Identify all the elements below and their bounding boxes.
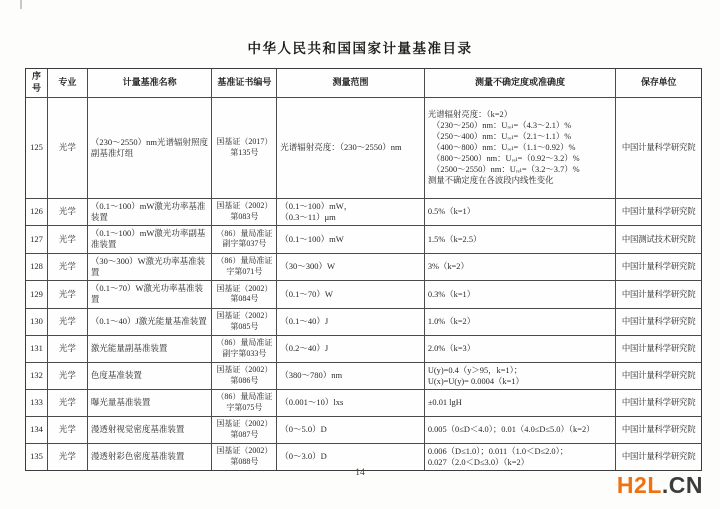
cell-measurement-range xyxy=(277,335,425,362)
uncertainty-line: 0.5%（k=1） xyxy=(427,207,476,217)
cell-uncertainty xyxy=(425,389,616,416)
cell-standard-name xyxy=(88,308,213,335)
table-row xyxy=(26,253,701,280)
cell-specialty: 光学 xyxy=(48,253,88,280)
header-specialty: 专业 xyxy=(48,69,88,97)
range-line: （0～3.0）D xyxy=(280,451,327,462)
cell-keeper-organization: 中国计量科学研究院 xyxy=(616,280,701,307)
cell-measurement-range xyxy=(277,443,425,470)
header-measurement-range: 测量范围 xyxy=(277,69,425,97)
header-serial-number: 序号 xyxy=(26,69,48,97)
table-row xyxy=(26,362,701,389)
uncertainty-line: （800～2500）nm：Uᵣₑₗ=（0.92～3.2）% xyxy=(427,154,580,164)
cell-uncertainty xyxy=(425,280,616,307)
cell-serial-number: 134 xyxy=(26,416,48,443)
cert-line: 第088号 xyxy=(230,456,259,466)
cell-certificate-number xyxy=(212,443,277,470)
cell-specialty: 光学 xyxy=(48,280,88,307)
name-line: 曝光量基准装置 xyxy=(90,397,151,408)
range-line: （0.1～100）mW， xyxy=(280,200,353,211)
cell-standard-name xyxy=(88,97,213,198)
cell-keeper-organization: 中国计量科学研究院 xyxy=(616,443,701,470)
cell-keeper-organization: 中国计量科学研究院 xyxy=(616,389,701,416)
cell-certificate-number xyxy=(212,97,277,198)
uncertainty-line: （400～800）nm：Uᵣₑₗ=（1.1～0.92）% xyxy=(427,143,576,153)
cert-line: 国基证（2002） xyxy=(216,446,273,456)
cell-certificate-number xyxy=(212,308,277,335)
header-uncertainty: 测量不确定度或准确度 xyxy=(425,69,616,97)
cert-line: 国基证（2002） xyxy=(216,365,273,375)
cell-specialty: 光学 xyxy=(48,225,88,252)
range-line: （0.1～70）W xyxy=(280,288,333,299)
cell-specialty: 光学 xyxy=(48,443,88,470)
uncertainty-line: 2.0%（k=3） xyxy=(427,343,476,353)
name-line: 激光能量副基准装置 xyxy=(90,342,168,353)
cert-line: 第083号 xyxy=(230,211,259,221)
cell-standard-name xyxy=(88,280,213,307)
cell-serial-number: 129 xyxy=(26,280,48,307)
table-row xyxy=(26,335,701,362)
cell-serial-number: 125 xyxy=(26,97,48,198)
range-line: （0.2～40）J xyxy=(280,342,329,353)
cell-keeper-organization: 中国计量科学研究院 xyxy=(616,416,701,443)
name-line: 漫透射彩色密度基准装置 xyxy=(90,451,185,462)
cell-measurement-range xyxy=(277,389,425,416)
cell-specialty: 光学 xyxy=(48,198,88,225)
cell-specialty: 光学 xyxy=(48,389,88,416)
table-row xyxy=(26,443,701,470)
cert-line: 第086号 xyxy=(230,375,259,385)
standards-table xyxy=(25,68,702,471)
table-row xyxy=(26,280,701,307)
uncertainty-line: 0.3%（k=1） xyxy=(427,289,476,299)
cell-uncertainty xyxy=(425,443,616,470)
cert-line: 国基证（2002） xyxy=(216,310,273,320)
table-row xyxy=(26,308,701,335)
name-line: 色度基准装置 xyxy=(90,369,142,380)
cell-uncertainty xyxy=(425,335,616,362)
cert-line: 国基证（2002） xyxy=(216,201,273,211)
cell-uncertainty xyxy=(425,308,616,335)
header-standard-name: 计量基准名称 xyxy=(88,69,213,97)
table-row xyxy=(26,389,701,416)
cell-standard-name xyxy=(88,198,213,225)
cell-standard-name xyxy=(88,225,213,252)
cell-measurement-range xyxy=(277,253,425,280)
cert-line: 字第071号 xyxy=(226,266,263,276)
cert-line: 国基证（2002） xyxy=(216,419,273,429)
page-title: 中华人民共和国国家计量基准目录 xyxy=(247,41,473,56)
uncertainty-line: U(y)=0.4（y＞95，k=1）； xyxy=(427,365,523,375)
uncertainty-line: （2500～2550）nm：Uᵣₑₗ=（3.2～3.7）% xyxy=(427,165,580,175)
cell-uncertainty xyxy=(425,225,616,252)
cell-certificate-number xyxy=(212,225,277,252)
name-line: （230～2550）nm光谱辐射照度副基准灯组 xyxy=(90,136,208,158)
cert-line: 第135号 xyxy=(230,147,259,157)
uncertainty-line: 0.006（D≤1.0）；0.011（1.0＜D≤2.0）； xyxy=(427,446,569,456)
name-line: （0.1～100）mW激光功率基准装置 xyxy=(90,200,206,222)
cell-standard-name xyxy=(88,253,213,280)
table-row xyxy=(26,225,701,252)
cell-keeper-organization: 中国计量科学研究院 xyxy=(616,362,701,389)
cell-standard-name xyxy=(88,335,213,362)
cell-keeper-organization: 中国计量科学研究院 xyxy=(616,335,701,362)
range-line: （0.1～40）J xyxy=(280,315,329,326)
cell-keeper-organization: 中国计量科学研究院 xyxy=(616,253,701,280)
cell-certificate-number xyxy=(212,253,277,280)
cell-uncertainty xyxy=(425,362,616,389)
cell-certificate-number xyxy=(212,362,277,389)
cell-serial-number: 130 xyxy=(26,308,48,335)
cell-serial-number: 127 xyxy=(26,225,48,252)
cert-line: 第087号 xyxy=(230,429,259,439)
cell-standard-name xyxy=(88,362,213,389)
range-line: （30～300）W xyxy=(280,261,336,272)
cell-certificate-number xyxy=(212,389,277,416)
table-header xyxy=(26,69,701,97)
cell-measurement-range xyxy=(277,416,425,443)
range-line: 光谱辐射亮度：（230～2550）nm xyxy=(280,142,402,153)
cert-line: 字第075号 xyxy=(226,402,263,412)
watermark xyxy=(617,472,703,499)
uncertainty-line: 测量不确定度在各波段内线性变化 xyxy=(427,176,554,186)
watermark-suffix: .CN xyxy=(661,472,703,498)
name-line: 漫透射视觉密度基准装置 xyxy=(90,424,185,435)
cell-measurement-range xyxy=(277,308,425,335)
uncertainty-line: 0.027（2.0＜D≤3.0）（k=2） xyxy=(427,457,530,467)
cell-certificate-number xyxy=(212,198,277,225)
cell-serial-number: 132 xyxy=(26,362,48,389)
uncertainty-line: （250～400）nm：Uᵣₑₗ=（2.1～1.1）% xyxy=(427,132,572,142)
cell-keeper-organization: 中国测试技术研究院 xyxy=(616,225,701,252)
range-line: （0.001～10）lxs xyxy=(280,397,344,408)
cell-serial-number: 133 xyxy=(26,389,48,416)
page-number: 14 xyxy=(355,468,365,478)
uncertainty-line: 3%（k=2） xyxy=(427,262,469,272)
table-row xyxy=(26,97,701,198)
cert-line: （86）量局准证 xyxy=(216,228,273,238)
cell-measurement-range xyxy=(277,280,425,307)
cell-standard-name xyxy=(88,389,213,416)
range-line: （0.3～11）μm xyxy=(280,211,336,222)
range-line: （0.1～100）mW xyxy=(280,233,344,244)
cell-measurement-range xyxy=(277,225,425,252)
uncertainty-line: 0.005（0≤D＜4.0）；0.01（4.0≤D≤5.0）（k=2） xyxy=(427,425,595,435)
uncertainty-line: （230～250）nm：Uᵣₑₗ=（4.3～2.1）% xyxy=(427,121,572,131)
name-line: （0.1～40）J激光能量基准装置 xyxy=(90,315,207,326)
cert-line: 国基证（2017） xyxy=(216,137,273,147)
name-line: （0.1～70）W激光功率基准装置 xyxy=(90,283,203,305)
name-line: （30～300）W激光功率基准装置 xyxy=(90,255,206,277)
cell-measurement-range xyxy=(277,97,425,198)
table-row xyxy=(26,416,701,443)
cell-serial-number: 128 xyxy=(26,253,48,280)
header-keeper-organization: 保存单位 xyxy=(641,76,677,87)
cell-specialty: 光学 xyxy=(48,416,88,443)
cell-measurement-range xyxy=(277,198,425,225)
cell-serial-number: 126 xyxy=(26,198,48,225)
cert-line: 国基证（2002） xyxy=(216,283,273,293)
scan-artifact xyxy=(20,0,22,9)
cell-standard-name xyxy=(88,443,213,470)
cert-line: （86）量局准证 xyxy=(216,337,273,347)
cell-specialty: 光学 xyxy=(48,308,88,335)
cell-certificate-number xyxy=(212,416,277,443)
uncertainty-line: ±0.01 lgH xyxy=(427,398,462,408)
cell-certificate-number xyxy=(212,335,277,362)
cell-keeper-organization: 中国计量科学研究院 xyxy=(616,308,701,335)
cell-standard-name xyxy=(88,416,213,443)
cell-specialty: 光学 xyxy=(48,335,88,362)
cell-serial-number: 131 xyxy=(26,335,48,362)
name-line: （0.1～100）mW激光功率副基准装置 xyxy=(90,228,206,250)
cert-line: （86）量局准证 xyxy=(216,256,273,266)
uncertainty-line: 1.5%（k=2.5） xyxy=(427,234,482,244)
range-line: （380～780）nm xyxy=(280,369,343,380)
table-row xyxy=(26,198,701,225)
cell-uncertainty xyxy=(425,97,616,198)
watermark-brand: H2L xyxy=(616,472,662,498)
uncertainty-line: 光谱辐射亮度：（k=2） xyxy=(427,109,513,119)
cell-certificate-number xyxy=(212,280,277,307)
cert-line: 副字第033号 xyxy=(222,348,267,358)
cert-line: （86）量局准证 xyxy=(216,392,273,402)
cert-line: 第084号 xyxy=(230,294,259,304)
header-row xyxy=(26,69,701,97)
header-certificate-number: 基准证书编号 xyxy=(212,69,277,97)
range-line: （0～5.0）D xyxy=(280,424,327,435)
cell-uncertainty xyxy=(425,416,616,443)
cell-keeper-organization: 中国计量科学研究院 xyxy=(616,198,701,225)
cell-keeper-organization: 中国计量科学研究院 xyxy=(616,97,701,198)
uncertainty-line: 1.0%（k=2） xyxy=(427,316,476,326)
cell-uncertainty xyxy=(425,198,616,225)
cell-specialty: 光学 xyxy=(48,362,88,389)
cell-measurement-range xyxy=(277,362,425,389)
cell-uncertainty xyxy=(425,253,616,280)
cell-specialty: 光学 xyxy=(48,97,88,198)
cert-line: 副字第037号 xyxy=(222,239,267,249)
cert-line: 第085号 xyxy=(230,321,259,331)
table-body xyxy=(26,97,701,470)
cell-serial-number: 135 xyxy=(26,443,48,470)
uncertainty-line: U(x)=U(y)= 0.0004（k=1） xyxy=(427,376,524,386)
